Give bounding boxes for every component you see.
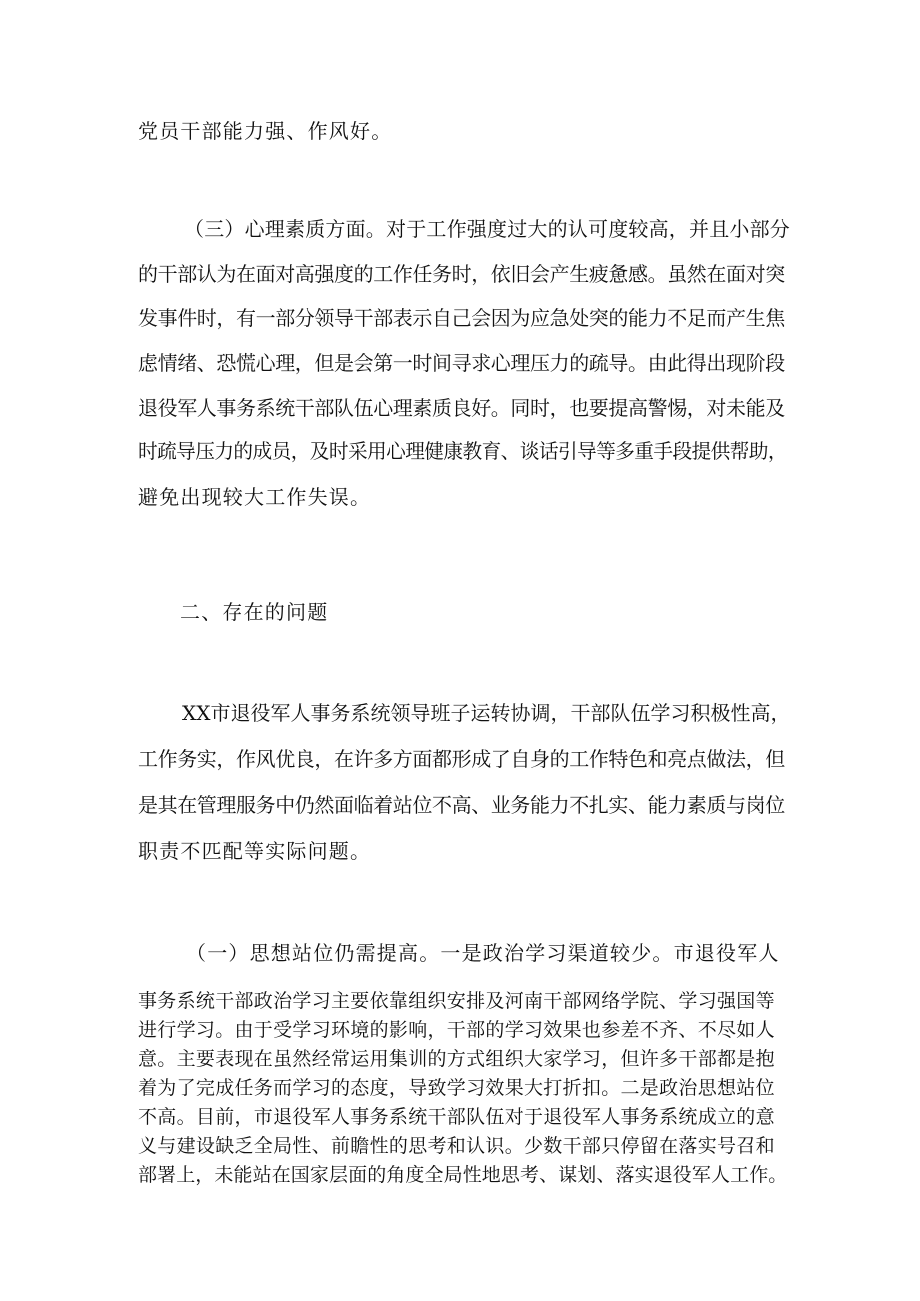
- text-line: 义与建设缺乏全局性、前瞻性的思考和认识。少数干部只停留在落实号召和: [138, 1135, 775, 1157]
- text-line: 部署上，未能站在国家层面的角度全局性地思考、谋划、落实退役军人工作。: [138, 1164, 788, 1186]
- text-line: 避免出现较大工作失误。: [138, 485, 372, 509]
- text-line: 的干部认为在面对高强度的工作任务时，依旧会产生疲惫感。虽然在面对突: [138, 262, 785, 286]
- text-line: 进行学习。由于受学习环境的影响，干部的学习效果也参差不齐、不尽如人: [138, 1019, 775, 1041]
- text-line: 时疏导压力的成员，及时采用心理健康教育、谈话引导等多重手段提供帮助，: [138, 440, 787, 463]
- text-line: 着为了完成任务而学习的态度，导致学习效果大打折扣。二是政治思想站位: [138, 1077, 775, 1099]
- text-line: 事务系统干部政治学习主要依靠组织安排及河南干部网络学院、学习强国等: [138, 990, 775, 1012]
- text-line: 发事件时，有一部分领导干部表示自己会因为应急处突的能力不足而产生焦: [138, 306, 785, 330]
- text-line: 不高。目前，市退役军人事务系统干部队伍对于退役军人事务系统成立的意: [138, 1106, 775, 1128]
- text-line: 工作务实，作风优良，在许多方面都形成了自身的工作特色和亮点做法，但: [138, 747, 785, 771]
- text-line: 党员干部能力强、作风好。: [138, 119, 393, 143]
- text-line: 意。主要表现在虽然经常运用集训的方式组织大家学习，但许多干部都是抱: [138, 1048, 775, 1070]
- text-line: XX市退役军人事务系统领导班子运转协调，干部队伍学习积极性高，: [182, 701, 791, 725]
- text-line: （三）心理素质方面。对于工作强度过大的认可度较高，并且小部分: [184, 217, 790, 241]
- text-line: 退役军人事务系统干部队伍心理素质良好。同时，也要提高警惕，对未能及: [138, 396, 785, 420]
- text-line: 职责不匹配等实际问题。: [138, 839, 372, 863]
- section-heading: 二、存在的问题: [180, 600, 329, 624]
- text-line: 虑情绪、恐慌心理，但是会第一时间寻求心理压力的疏导。由此得出现阶段: [138, 351, 785, 375]
- text-line: （一）思想站位仍需提高。一是政治学习渠道较少。市退役军人: [186, 941, 780, 965]
- text-line: 是其在管理服务中仍然面临着站位不高、业务能力不扎实、能力素质与岗位: [138, 793, 785, 817]
